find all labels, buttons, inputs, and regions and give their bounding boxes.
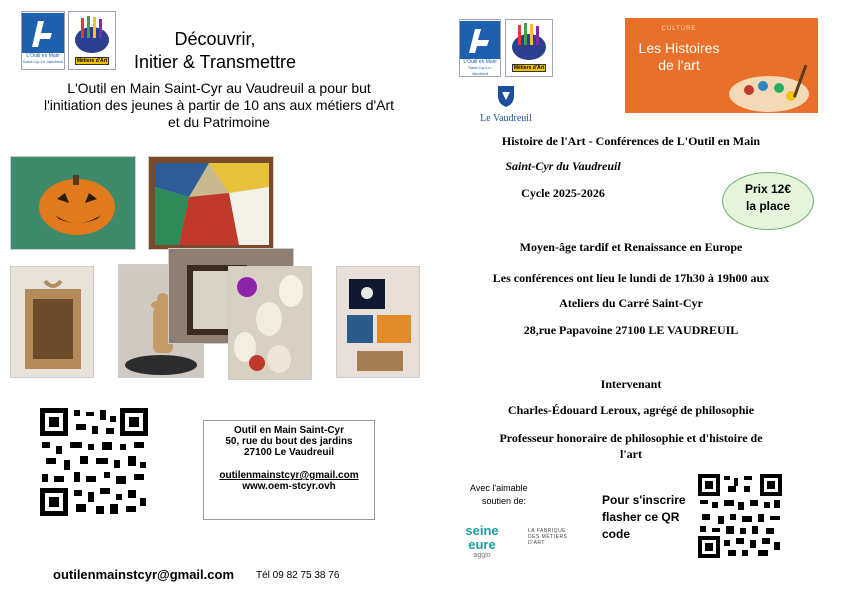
conference-cycle: Cycle 2025-2026 <box>521 186 605 200</box>
speaker-name: Charles-Édouard Leroux, agrégé de philosophie <box>507 403 755 417</box>
intro-line-3: et du Patrimoine <box>168 114 270 130</box>
price-badge <box>722 172 814 230</box>
outil-logo-right-line1: L'Outil en Main <box>463 59 497 65</box>
register-line-3: code <box>602 527 631 541</box>
palette-icon-right <box>506 20 552 64</box>
seine-eure-label: seine eure <box>465 523 499 552</box>
title-line-1: Découvrir, <box>174 29 256 49</box>
register-line-1: Pour s'inscrire <box>602 493 686 507</box>
support-text <box>470 482 528 508</box>
conference-venue: Ateliers du Carré Saint-Cyr <box>559 296 703 310</box>
outil-en-main-logo-right <box>459 19 501 77</box>
address-website-link[interactable]: www.oem-stcyr.ovh <box>242 481 336 492</box>
photo-pumpkin-painting <box>10 156 136 250</box>
register-text <box>602 492 686 543</box>
address-box <box>203 420 375 520</box>
price-line-1: Prix 12€ <box>744 182 792 196</box>
outil-logo-line2: Saint-Cyr-Le-Vaudreuil <box>22 59 64 64</box>
fabrique-line-2: DES MÉTIERS <box>528 534 568 540</box>
qr-code-icon <box>40 408 148 516</box>
photo-frame <box>10 266 94 378</box>
fabrique-metiers-logo <box>528 528 567 546</box>
footer-phone: Tél 09 82 75 38 76 <box>256 570 340 581</box>
speaker-title-line1: Professeur honoraire de philosophie et d'histoire de <box>499 431 763 445</box>
fabrique-line-1: LA FABRIQUE <box>528 528 567 534</box>
address-city: 27100 Le Vaudreuil <box>243 447 335 458</box>
banner-title <box>625 40 733 74</box>
masks-icon <box>229 267 312 380</box>
photo-masks <box>228 266 312 380</box>
address-street: 50, rue du bout des jardins <box>225 436 353 447</box>
outil-en-main-logo <box>21 11 65 70</box>
speaker-label: Intervenant <box>600 377 662 391</box>
outil-logo-icon <box>22 13 64 53</box>
page-title <box>120 28 310 74</box>
support-line-1: Avec l'aimable <box>470 483 528 493</box>
outil-logo-right-line2: Saint-Cyr-Le-Vaudreuil <box>468 65 492 76</box>
metiers-art-logo-right <box>505 19 553 77</box>
metiers-logo-right-label: Métiers d'Art <box>513 65 545 71</box>
fabrique-line-3: D'ART <box>528 540 545 546</box>
qr-code-register[interactable] <box>698 474 782 558</box>
conference-theme: Moyen-âge tardif et Renaissance en Europe <box>519 240 743 254</box>
address-email-link[interactable]: outilenmainstcyr@gmail.com <box>219 470 359 481</box>
banner-small-label: CULTURE <box>661 26 697 32</box>
outil-logo-line1: L'Outil en Main <box>26 53 60 59</box>
conference-schedule: Les conférences ont lieu le lundi de 17h30 à 19h00 aux <box>492 271 770 285</box>
intro-line-2: l'initiation des jeunes à partir de 10 ans aux métiers d'Art <box>43 97 395 113</box>
outil-logo-icon-right <box>460 21 500 59</box>
support-line-2: soutien de: <box>482 496 527 506</box>
frame-icon <box>11 267 94 378</box>
mosaic-icon <box>149 157 274 250</box>
banner-title-line2: de l'art <box>658 57 700 73</box>
photo-mosaic <box>148 156 274 250</box>
qr-code-left[interactable] <box>40 408 148 516</box>
metiers-logo-label: Métiers d'Art <box>76 58 108 64</box>
banner-title-line1: Les Histoires <box>638 40 720 56</box>
pumpkin-icon <box>11 157 136 250</box>
conference-heading: Histoire de l'Art - Conférences de L'Outil en Main <box>501 134 761 148</box>
agglo-label: agglo <box>473 552 491 559</box>
qr-code-register-icon <box>698 474 782 558</box>
palette-icon <box>69 12 115 58</box>
speaker-title <box>456 430 806 462</box>
vaudreuil-shield-icon <box>494 84 518 108</box>
vaudreuil-label: Le Vaudreuil <box>480 113 532 124</box>
address-name: Outil en Main Saint-Cyr <box>233 425 344 436</box>
photo-painting-easel <box>336 266 420 378</box>
title-line-2: Initier & Transmettre <box>133 52 297 72</box>
easel-icon <box>337 267 420 378</box>
intro-text <box>14 80 424 131</box>
seine-eure-logo <box>452 524 512 559</box>
speaker-title-line2: l'art <box>620 447 642 461</box>
conference-venue-address: 28,rue Papavoine 27100 LE VAUDREUIL <box>523 323 739 337</box>
histoires-art-banner <box>625 18 818 113</box>
footer-email[interactable]: outilenmainstcyr@gmail.com <box>53 567 234 582</box>
intro-line-1: L'Outil en Main Saint-Cyr au Vaudreuil a pour but <box>67 80 371 96</box>
price-line-2: la place <box>745 199 791 213</box>
conference-place: Saint-Cyr du Vaudreuil <box>505 159 621 173</box>
palette-brushes-icon <box>721 60 817 112</box>
le-vaudreuil-logo <box>470 84 542 128</box>
metiers-art-logo <box>68 11 116 70</box>
register-line-2: flasher ce QR <box>602 510 680 524</box>
